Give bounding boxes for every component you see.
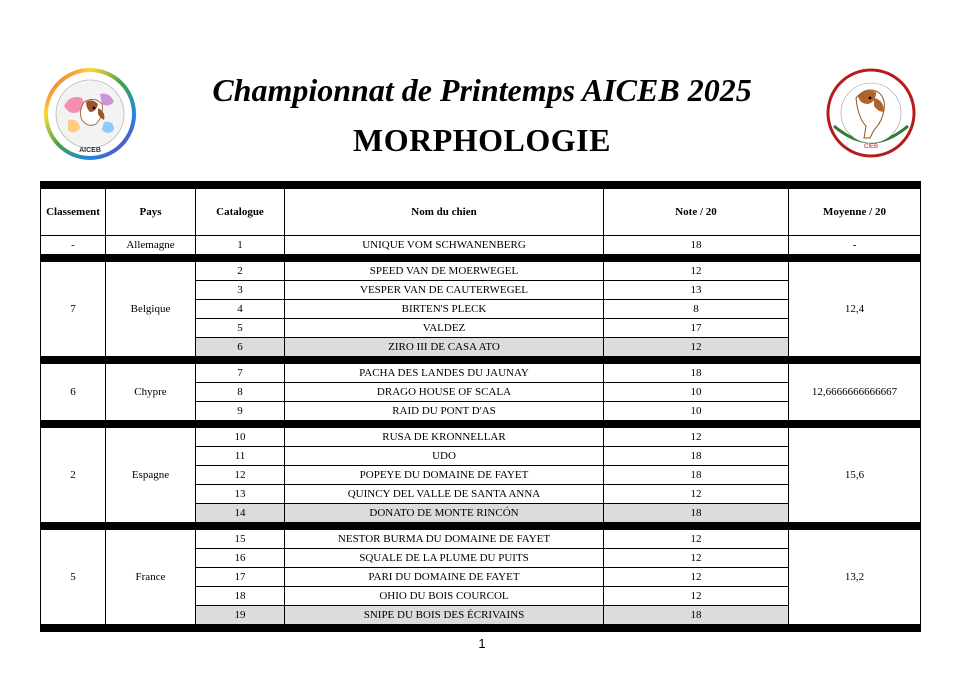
header-catalogue: Catalogue — [196, 189, 285, 236]
moyenne-cell: 15,6 — [789, 428, 921, 523]
table-row — [41, 262, 921, 281]
catalogue-cell: 6 — [196, 338, 285, 357]
catalogue-cell: 11 — [196, 447, 285, 466]
note-cell: 18 — [604, 606, 789, 625]
note-cell: 8 — [604, 300, 789, 319]
page-subtitle: MORPHOLOGIE — [353, 122, 611, 158]
catalogue-cell: 13 — [196, 485, 285, 504]
table-row — [41, 364, 921, 383]
moyenne-cell: - — [789, 236, 921, 255]
header-classement: Classement — [41, 189, 106, 236]
note-cell: 12 — [604, 338, 789, 357]
note-cell: 12 — [604, 262, 789, 281]
catalogue-cell: 17 — [196, 568, 285, 587]
note-cell: 18 — [604, 466, 789, 485]
group-separator-bar — [41, 523, 921, 530]
catalogue-cell: 14 — [196, 504, 285, 523]
catalogue-cell: 1 — [196, 236, 285, 255]
dog-name-cell: DONATO DE MONTE RINCÓN — [285, 504, 604, 523]
dog-name-cell: RAID DU PONT D'AS — [285, 402, 604, 421]
pays-cell: France — [106, 530, 196, 625]
dog-name-cell: VALDEZ — [285, 319, 604, 338]
svg-text:CIEB: CIEB — [863, 144, 879, 150]
note-cell: 12 — [604, 428, 789, 447]
dog-name-cell: VESPER VAN DE CAUTERWEGEL — [285, 281, 604, 300]
catalogue-cell: 3 — [196, 281, 285, 300]
table-bottom-bar — [41, 625, 921, 632]
note-cell: 13 — [604, 281, 789, 300]
pays-cell: Chypre — [106, 364, 196, 421]
catalogue-cell: 19 — [196, 606, 285, 625]
dog-name-cell: UDO — [285, 447, 604, 466]
header-pays: Pays — [106, 189, 196, 236]
catalogue-cell: 8 — [196, 383, 285, 402]
pays-cell: Espagne — [106, 428, 196, 523]
dog-name-cell: NESTOR BURMA DU DOMAINE DE FAYET — [285, 530, 604, 549]
table-row — [41, 236, 921, 255]
catalogue-cell: 2 — [196, 262, 285, 281]
dog-name-cell: QUINCY DEL VALLE DE SANTA ANNA — [285, 485, 604, 504]
classement-cell: 6 — [41, 364, 106, 421]
dog-name-cell: PACHA DES LANDES DU JAUNAY — [285, 364, 604, 383]
note-cell: 10 — [604, 402, 789, 421]
dog-name-cell: ZIRO III DE CASA ATO — [285, 338, 604, 357]
moyenne-cell: 13,2 — [789, 530, 921, 625]
header-note: Note / 20 — [604, 189, 789, 236]
table-top-bar — [41, 182, 921, 189]
note-cell: 10 — [604, 383, 789, 402]
pays-cell: Allemagne — [106, 236, 196, 255]
header-nom: Nom du chien — [285, 189, 604, 236]
catalogue-cell: 18 — [196, 587, 285, 606]
note-cell: 18 — [604, 447, 789, 466]
catalogue-cell: 15 — [196, 530, 285, 549]
group-separator-bar — [41, 421, 921, 428]
classement-cell: - — [41, 236, 106, 255]
dog-name-cell: PARI DU DOMAINE DE FAYET — [285, 568, 604, 587]
page-number: 1 — [478, 636, 486, 651]
classement-cell: 7 — [41, 262, 106, 357]
dog-name-cell: SQUALE DE LA PLUME DU PUITS — [285, 549, 604, 568]
svg-text:AICEB: AICEB — [79, 147, 101, 154]
results-table — [40, 181, 921, 632]
dog-name-cell: SNIPE DU BOIS DES ÉCRIVAINS — [285, 606, 604, 625]
catalogue-cell: 16 — [196, 549, 285, 568]
note-cell: 12 — [604, 485, 789, 504]
catalogue-cell: 12 — [196, 466, 285, 485]
dog-name-cell: BIRTEN'S PLECK — [285, 300, 604, 319]
dog-name-cell: DRAGO HOUSE OF SCALA — [285, 383, 604, 402]
page-title: Championnat de Printemps AICEB 2025 — [212, 72, 752, 108]
table-row — [41, 428, 921, 447]
dog-name-cell: SPEED VAN DE MOERWEGEL — [285, 262, 604, 281]
note-cell: 12 — [604, 587, 789, 606]
dog-name-cell: UNIQUE VOM SCHWANENBERG — [285, 236, 604, 255]
note-cell: 18 — [604, 236, 789, 255]
header-moyenne: Moyenne / 20 — [789, 189, 921, 236]
results-body — [41, 236, 921, 632]
note-cell: 12 — [604, 530, 789, 549]
group-separator-bar — [41, 357, 921, 364]
catalogue-cell: 9 — [196, 402, 285, 421]
table-header-row — [41, 189, 921, 236]
pays-cell: Belgique — [106, 262, 196, 357]
table-row — [41, 530, 921, 549]
note-cell: 12 — [604, 549, 789, 568]
group-separator-bar — [41, 255, 921, 262]
catalogue-cell: 5 — [196, 319, 285, 338]
classement-cell: 2 — [41, 428, 106, 523]
moyenne-cell: 12,6666666666667 — [789, 364, 921, 421]
dog-name-cell: POPEYE DU DOMAINE DE FAYET — [285, 466, 604, 485]
catalogue-cell: 10 — [196, 428, 285, 447]
catalogue-cell: 4 — [196, 300, 285, 319]
note-cell: 18 — [604, 504, 789, 523]
classement-cell: 5 — [41, 530, 106, 625]
moyenne-cell: 12,4 — [789, 262, 921, 357]
catalogue-cell: 7 — [196, 364, 285, 383]
note-cell: 18 — [604, 364, 789, 383]
dog-name-cell: OHIO DU BOIS COURCOL — [285, 587, 604, 606]
note-cell: 17 — [604, 319, 789, 338]
dog-name-cell: RUSA DE KRONNELLAR — [285, 428, 604, 447]
note-cell: 12 — [604, 568, 789, 587]
